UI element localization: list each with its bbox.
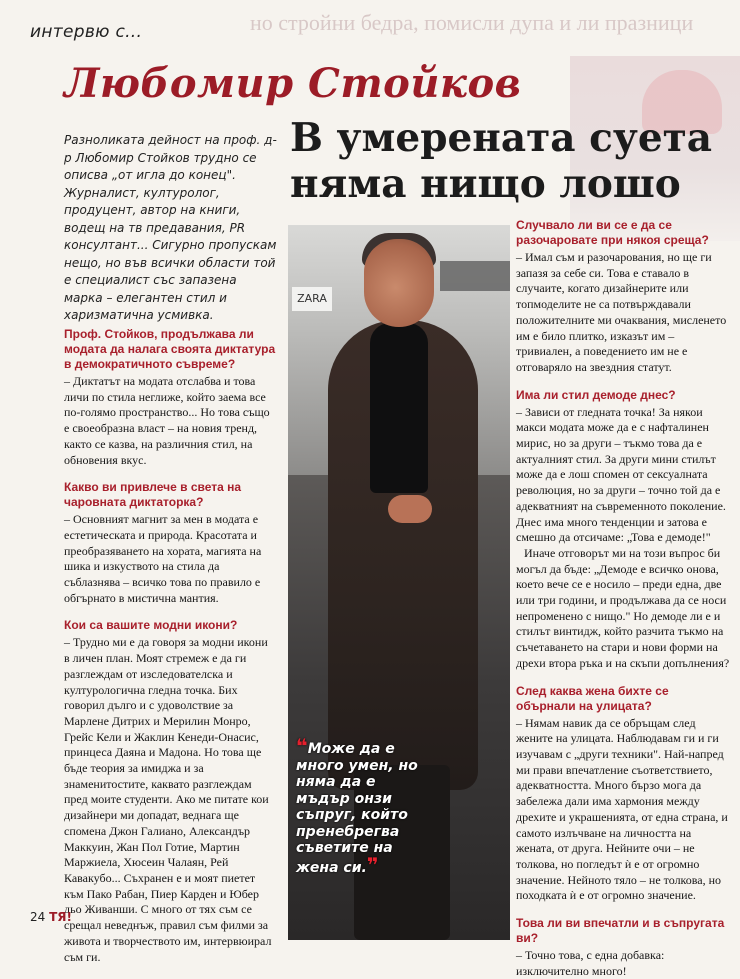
- answer: – Точно това, с една добавка: изключително много!: [516, 948, 665, 978]
- left-column: [64, 327, 276, 965]
- clasped-hands: [388, 495, 432, 523]
- store-sign-dark: [440, 261, 510, 291]
- answer: – Трудно ми е да говоря за модни икони в личен план. Моят стремеж е да ги разглеждам от изследователска и културологична гледна точка. Бих говорил дълго и с удоволствие за Марлене Дитрих и Мерилин Монро, Грейс Кели и Жаклин Кенеди-Онасис, принцеса Даяна и Мадона. Но това ще бъде теория за имиджа и за знаменитостите, каквато разглеждам пред моите студенти. Ако ме питате кои дизайнери ми допадат, веднага ще спомена Джон Галиано, Александър Маккуин, Жан Пол Готие, Мартин Маржиела, Хюсеин Чалаян, Рей Кавакубо... Съхранен е и моят пиетет към Пако Рабан, Пиер Карден и Юбер дьо Живанши. С много от тях съм се срещал неведнъж, правил съм филми за живота и творчеството им, интервюирал съм ги.: [64, 635, 272, 964]
- answer: – Имал съм и разочарования, но ще ги запазя за себе си. Това е ставало в случаите, когато дизайнерите или топмоделите не са потвърждавали положителните ми очаквания, мисленето им е било плитко, изказът им – тривиален, а поведението им не е отговаряло на звездния статут.: [516, 250, 727, 374]
- question: Проф. Стойков, продължава ли модата да налага своята диктатура в демократичното съвреме?: [64, 327, 276, 371]
- magazine-name: ТЯ!: [49, 910, 73, 924]
- close-quote-icon: ❞: [366, 852, 379, 877]
- question: След каква жена бихте се обърнали на улицата?: [516, 683, 669, 713]
- answer: – Основният магнит за мен в модата е естетическата и природа. Красотата и преобразяването на хората, магията на шика и изкуството на стила да съблазнява – всичко това по правило е обгърнато в мистична мантия.: [64, 512, 262, 605]
- face: [364, 239, 434, 327]
- page-number: 24: [30, 910, 46, 924]
- page-footer: [30, 910, 72, 924]
- question: Какво ви привлече в света на чаровната диктаторка?: [64, 480, 242, 510]
- background-ghost-text: но стройни бедра, помисли дупа и ли празници: [250, 10, 694, 35]
- black-shirt: [370, 323, 428, 493]
- pull-quote: [296, 734, 421, 877]
- open-quote-icon: ❝: [296, 734, 308, 758]
- right-column: [516, 218, 731, 979]
- lead-paragraph: Разноликата дейност на проф. д-р Любомир Стойков трудно се описва „от игла до конец". Журналист, културолог, продуцент, автор на книги, водещ на тв предавания, PR консултант... Сигурно пропускам нещо, но във всички области той е специалист със запазена марка – елегантен стил и харизматична усмивка.: [64, 133, 277, 322]
- interviewee-name: Любомир Стойков: [64, 60, 522, 107]
- headline: [290, 115, 730, 207]
- question: Има ли стил демоде днес?: [516, 387, 676, 402]
- section-label: интервю с...: [30, 22, 143, 42]
- pull-quote-text: Може да е много умен, но няма да е мъдър онзи съпруг, който пренебрегва съветите на жена си.: [296, 741, 418, 876]
- question: Кои са вашите модни икони?: [64, 618, 238, 633]
- answer: – Нямам навик да се обръщам след жените на улицата. Наблюдавам ги и ги изучавам с „други техники". Най-напред ми прави впечатление съответствието, адекватността. Много бързо мога да забележа дали има хармония между дрехите и украшенията, от една страна, и самото излъчване на личността на жената, от друга. Нейните очи – не толкова, но погледът ѝ е от огромно значение. Нейното тяло – не толкова, но походката ѝ е от огромно значение.: [516, 715, 728, 903]
- answer: – Диктатът на модата отслабва и това личи по стила неглиже, който заема все по-голямо пространство... Но това също е своеобразна власт – на новия тренд, както се казва, на различния стил, на обновения вкус.: [64, 374, 270, 467]
- question: Това ли ви впечатли и в съпругата ви?: [516, 916, 725, 946]
- answer-continued: Иначе отговорът ми на този въпрос би могъл да бъде: „Демоде е всичко онова, което вече се е носило – преди една, две или три години, и продължава да се носи непроменено с нищо." Но демоде ли е и стилът винтидж, който разчита тъкмо на съчетаването на стари и нови форми на дрехи втора ръка и на скъпи допълнения?: [516, 545, 730, 670]
- store-sign: ZARA: [292, 287, 332, 311]
- headline-line-2: няма нищо лошо: [290, 161, 681, 207]
- headline-line-1: В умерената суета: [290, 115, 713, 161]
- question: Случвало ли ви се е да се разочаровате при някоя среща?: [516, 218, 709, 247]
- answer: – Зависи от гледната точка! За някои макси модата може да е с нафталинен мирис, но за други – тъкмо това да е актуалният стил. За други мини стилът може да е лош спомен от сексуалната революция, но за други – точно той да е адекватният на съвременното поколение. Днес има много тенденции и затова е смешно да отсичаме: „Това е демоде!": [516, 404, 726, 545]
